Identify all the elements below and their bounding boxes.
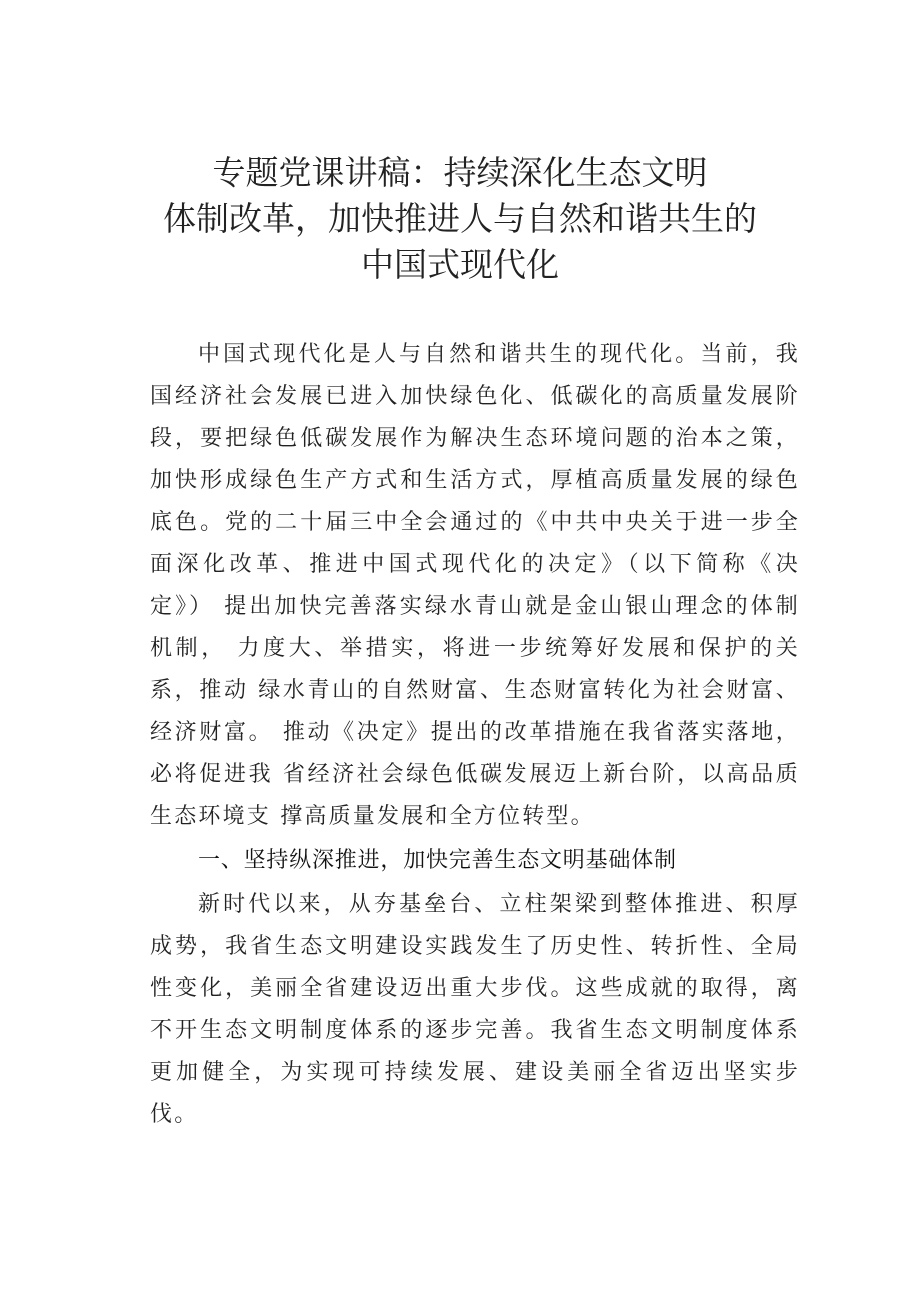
- title-line-3: 中国式现代化: [361, 245, 559, 284]
- section-1-paragraph: 新时代以来，从夯基垒台、立柱架梁到整体推进、积厚 成势，我省生态文明建设实践发生了历史性、转折性、全局 性变化，美丽全省建设迈出重大步伐。这些成就的取得，离 不开生态文明制度体系的逐步完善。我省生态文明制度体系 更加健全，为实现可持续发展、建设美丽全省迈出坚实步伐。: [150, 892, 800, 1127]
- section-heading-1: 一、坚持纵深推进，加快完善生态文明基础体制: [198, 848, 677, 873]
- intro-paragraph: 中国式现代化是人与自然和谐共生的现代化。当前，我 国经济社会发展已进入加快绿色化、低碳化的高质量发展阶 段，要把绿色低碳发展作为解决生态环境问题的治本之策， 加快形成绿色生产方式和生活方式，厚植高质量发展的绿色 底色。党的二十届三中全会通过的《中共中央关于进一步全 面深化改革、推进中国式现代化的决定》（以下简称《决定》） 提出加快完善落实绿水青山就是金山银山理念的体制机制， 力度大、举措实，将进一步统筹好发展和保护的关系，推动 绿水青山的自然财富、生态财富转化为社会财富、经济财富。 推动《决定》提出的改革措施在我省落实落地，必将促进我 省经济社会绿色低碳发展迈上新台阶，以高品质生态环境支 撑高质量发展和全方位转型。: [150, 342, 800, 829]
- document-body: [150, 334, 800, 1136]
- title-line-1: 专题党课讲稿：持续深化生态文明: [212, 153, 708, 192]
- title-line-2: 体制改革，加快推进人与自然和谐共生的: [163, 199, 757, 238]
- document-title: [120, 150, 800, 288]
